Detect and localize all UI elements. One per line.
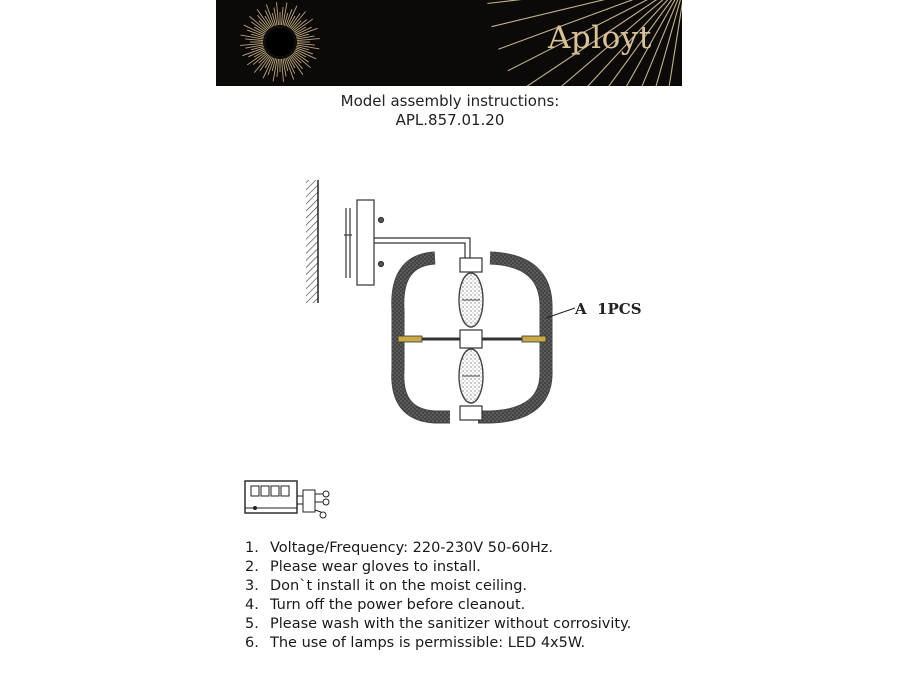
page-title: Model assembly instructions: <box>340 92 560 110</box>
instructions-list <box>245 539 631 653</box>
wall-hatch <box>306 180 318 303</box>
part-letter: A <box>575 300 587 318</box>
list-item: 1. Voltage/Frequency: 220-230V 50-60Hz. <box>245 540 553 556</box>
list-item: 5. Please wash with the sanitizer without corrosivity. <box>245 616 632 632</box>
list-item: 3. Don`t install it on the moist ceiling. <box>245 578 528 594</box>
brand-name: Aployt <box>548 20 652 56</box>
part-quantity: 1PCS <box>597 300 642 318</box>
model-number: APL.857.01.20 <box>395 111 505 129</box>
lamp-assembly-diagram <box>290 170 580 450</box>
list-item: 4. Turn off the power before cleanout. <box>245 597 526 613</box>
wiring-terminal-diagram <box>243 478 333 520</box>
list-item: 2. Please wear gloves to install. <box>245 559 481 575</box>
list-item: 6. The use of lamps is permissible: LED 4x5W. <box>245 635 586 651</box>
brand-banner <box>216 0 682 86</box>
part-label <box>575 300 642 318</box>
